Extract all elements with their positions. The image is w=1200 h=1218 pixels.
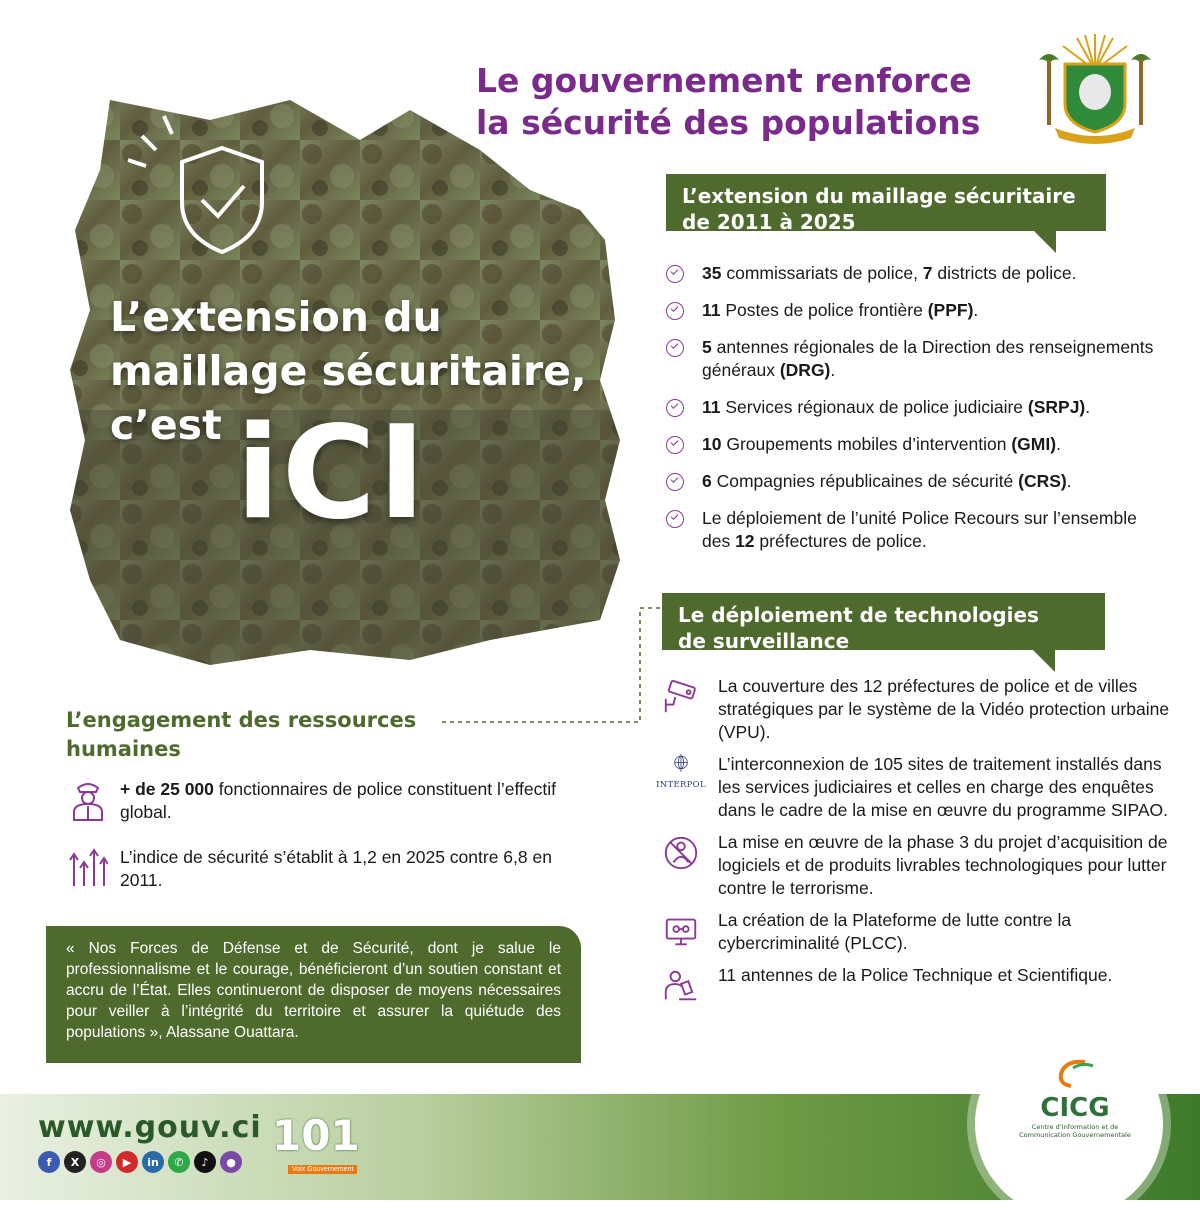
check-circle-icon xyxy=(666,302,684,320)
tech-item xyxy=(656,753,1180,822)
phone-sub: Voix Gouvernement xyxy=(288,1165,357,1174)
check-item-text xyxy=(702,396,1090,419)
check-item-bold: 11 xyxy=(702,397,721,417)
tech-item xyxy=(660,909,1180,955)
hero-line1: L’extension du xyxy=(110,293,442,341)
interpol-icon xyxy=(656,753,706,797)
check-item-bold: 5 xyxy=(702,337,712,357)
check-item-part: Postes de police frontière xyxy=(720,300,928,320)
check-item-text xyxy=(702,262,1076,285)
youtube-icon[interactable]: ▶ xyxy=(116,1151,138,1173)
hr-section-title xyxy=(66,706,416,764)
x-icon[interactable]: X xyxy=(64,1151,86,1173)
tech-text: La mise en œuvre de la phase 3 du projet d’acquisition de logiciels et de produits livrables technologiques pour lutter contre le terrorisme. xyxy=(718,832,1168,898)
check-item-part: Le déploiement de l’unité Police Recours sur l’ensemble des xyxy=(702,508,1137,551)
check-list-item xyxy=(664,336,1164,382)
section1-header xyxy=(666,174,1106,234)
flickr-icon[interactable]: ● xyxy=(220,1151,242,1173)
tiktok-icon[interactable]: ♪ xyxy=(194,1151,216,1173)
hero-ici: iCI xyxy=(236,399,428,548)
check-item-text xyxy=(702,433,1061,456)
check-list-item xyxy=(664,433,1164,456)
section2-title-line1: Le déploiement de technologies xyxy=(678,603,1039,627)
check-item-bold: (SRPJ) xyxy=(1027,397,1086,417)
page-title-line2: la sécurité des populations xyxy=(476,103,981,142)
check-item-bold: (CRS) xyxy=(1018,471,1067,491)
cicg-fullname: Centre d’Information et de Communication Gouvernementale xyxy=(1019,1123,1131,1139)
check-item-part: préfectures de police. xyxy=(754,531,927,551)
check-item-bold: 7 xyxy=(922,263,933,283)
police-officer-icon xyxy=(68,778,108,822)
tech-item xyxy=(660,964,1180,1008)
check-item-part: Services régionaux de police judiciaire xyxy=(720,397,1028,417)
anti-terrorism-icon xyxy=(660,831,702,875)
phone-101-logo xyxy=(272,1111,362,1174)
rising-arrows-icon xyxy=(68,846,108,890)
check-item-bold: 11 xyxy=(702,300,721,320)
check-circle-icon xyxy=(666,339,684,357)
section2-header xyxy=(662,593,1105,653)
cctv-camera-icon xyxy=(660,675,702,719)
hero-line3: c’est xyxy=(110,401,222,449)
facebook-icon[interactable]: f xyxy=(38,1151,60,1173)
security-network-list xyxy=(664,262,1164,567)
cicg-name: CICG xyxy=(1040,1093,1110,1123)
phone-number: 101 xyxy=(272,1111,360,1160)
section2-title-line2: de surveillance xyxy=(678,629,850,653)
cicg-logo xyxy=(1010,1058,1140,1139)
page-title-line1: Le gouvernement renforce xyxy=(476,61,972,100)
check-item-bold: (DRG) xyxy=(779,360,831,380)
tech-text: La création de la Plateforme de lutte contre la cybercriminalité (PLCC). xyxy=(718,910,1072,953)
check-list-item xyxy=(664,396,1164,419)
check-item-part: . xyxy=(1056,434,1061,454)
check-circle-icon xyxy=(666,510,684,528)
check-item-part: . xyxy=(973,300,979,320)
dashed-connector xyxy=(440,600,670,730)
check-list-item xyxy=(664,299,1164,322)
tech-item xyxy=(660,831,1180,900)
check-item-part: commissariats de police, xyxy=(721,263,923,283)
whatsapp-icon[interactable]: ✆ xyxy=(168,1151,190,1173)
check-list-item xyxy=(664,470,1164,493)
forensic-scientist-icon xyxy=(660,964,702,1008)
hero-line2: maillage sécuritaire, xyxy=(110,347,587,395)
instagram-icon[interactable]: ◎ xyxy=(90,1151,112,1173)
check-item-text xyxy=(702,336,1164,382)
coat-of-arms-logo xyxy=(1025,30,1165,145)
check-item-bold: 35 xyxy=(702,263,722,283)
check-item-part: . xyxy=(1066,471,1072,491)
check-item-bold: 10 xyxy=(702,434,722,454)
surveillance-tech-list xyxy=(656,675,1180,1017)
check-circle-icon xyxy=(666,265,684,283)
tech-text: La couverture des 12 préfectures de police et de villes stratégiques par le système de la Vidéo protection urbaine (VPU). xyxy=(718,676,1170,742)
check-item-bold: (PPF) xyxy=(927,300,974,320)
hr-staff-text xyxy=(120,778,568,824)
check-item-text xyxy=(702,470,1072,493)
check-item-part: . xyxy=(830,360,836,380)
check-circle-icon xyxy=(666,436,684,454)
social-icons xyxy=(38,1151,242,1173)
hr-title-line1: L’engagement des ressources xyxy=(66,708,417,732)
check-list-item xyxy=(664,262,1164,285)
hr-item-index xyxy=(68,846,568,892)
check-item-part: districts de police. xyxy=(932,263,1077,283)
website-link[interactable]: www.gouv.ci xyxy=(38,1110,262,1145)
linkedin-icon[interactable]: in xyxy=(142,1151,164,1173)
check-list-item xyxy=(664,507,1164,553)
check-item-part: antennes régionales de la Direction des renseignements généraux xyxy=(702,337,1154,380)
check-item-text xyxy=(702,299,978,322)
section1-title-line1: L’extension du maillage sécuritaire xyxy=(682,184,1076,208)
president-quote: « Nos Forces de Défense et de Sécurité, dont je salue le professionnalisme et le courage, bénéficieront d’un soutien constant et accru de l’État. Elles continueront de disposer de moyens nécessaires pour veiller à l’intégrité du territoire et assurer la quiétude des populations », Alassane Ouattara. xyxy=(46,926,581,1063)
check-circle-icon xyxy=(666,473,684,491)
hr-item-staff xyxy=(68,778,568,824)
hr-staff-desc: fonctionnaires de police constituent l’effectif global. xyxy=(120,779,557,822)
interpol-label: INTERPOL xyxy=(656,780,706,790)
check-item-part: Compagnies républicaines de sécurité xyxy=(711,471,1019,491)
check-item-text xyxy=(702,507,1164,553)
check-item-bold: 6 xyxy=(702,471,712,491)
check-item-part: Groupements mobiles d’intervention xyxy=(721,434,1012,454)
check-item-part: . xyxy=(1085,397,1091,417)
tech-text: L’interconnexion de 105 sites de traitement installés dans les services judiciaires et celles en charge des enquêtes dans le cadre de la mise en œuvre du programme SIPAO. xyxy=(718,754,1169,820)
cicg-swoosh-icon xyxy=(1055,1058,1095,1088)
section1-title-line2: de 2011 à 2025 xyxy=(682,210,856,234)
check-circle-icon xyxy=(666,399,684,417)
hr-index-text: L’indice de sécurité s’établit à 1,2 en 2025 contre 6,8 en 2011. xyxy=(120,847,552,890)
tech-text: 11 antennes de la Police Technique et Scientifique. xyxy=(718,965,1113,985)
tech-item xyxy=(660,675,1180,744)
hr-staff-count: + de 25 000 xyxy=(120,779,214,799)
cybercrime-icon xyxy=(660,909,702,953)
hr-title-line2: humaines xyxy=(66,737,181,761)
check-item-bold: (GMI) xyxy=(1011,434,1057,454)
check-item-bold: 12 xyxy=(735,531,755,551)
